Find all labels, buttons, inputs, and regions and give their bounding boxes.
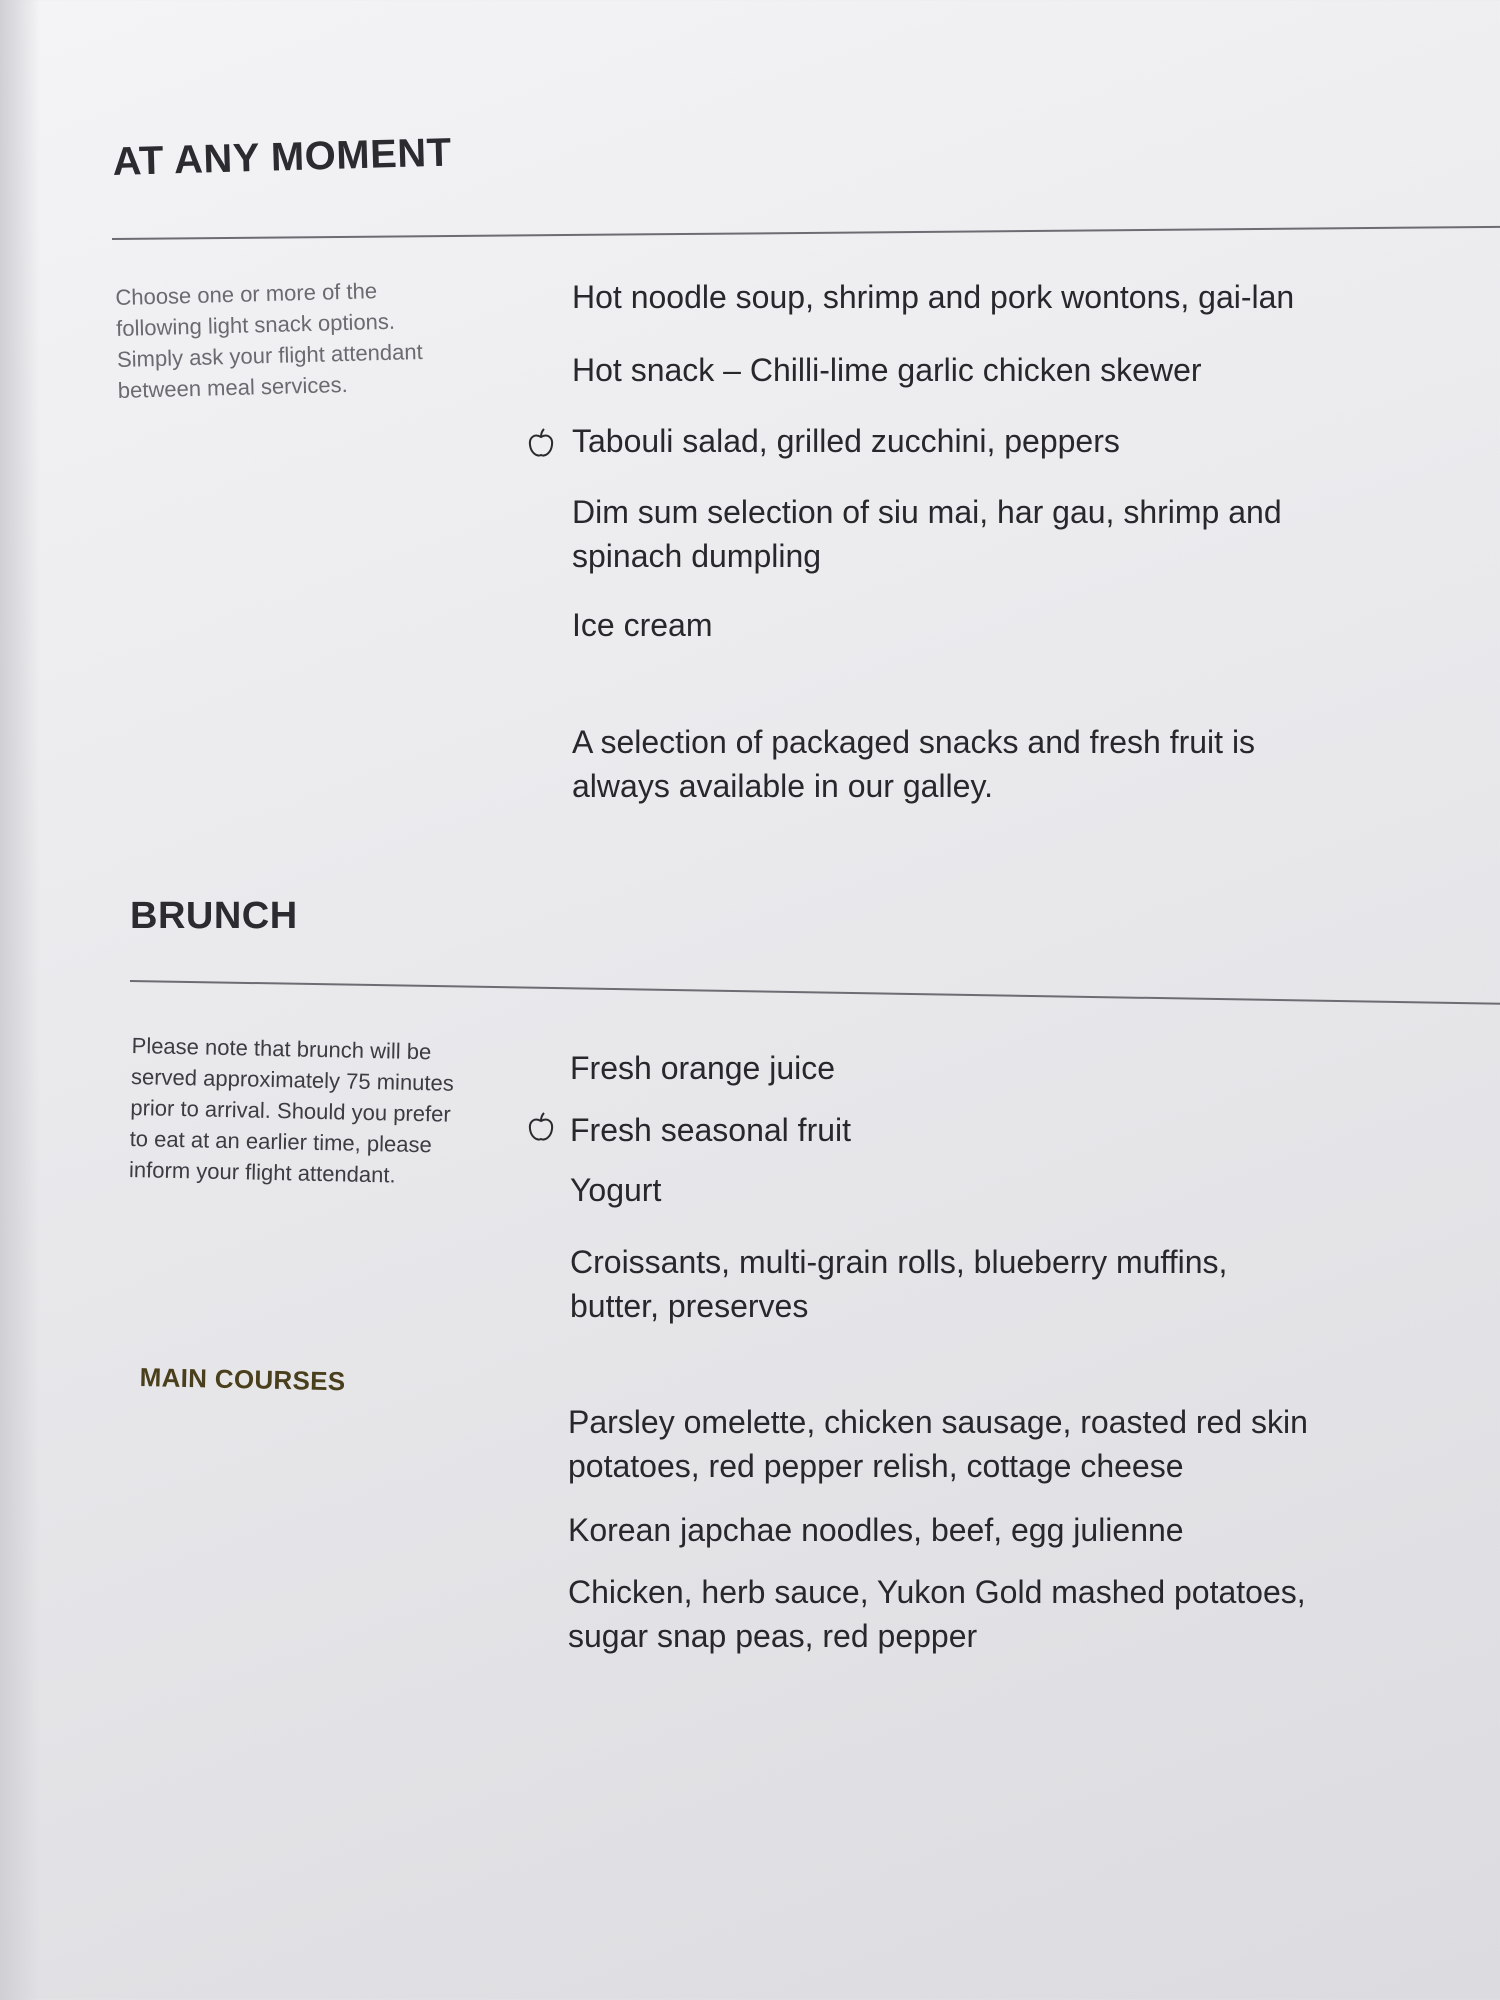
menu-item: Tabouli salad, grilled zucchini, peppers	[572, 423, 1120, 459]
main-courses-heading: MAIN COURSES	[139, 1362, 346, 1397]
main-course-item: Parsley omelette, chicken sausage, roasted red skin potatoes, red pepper relish, cottage cheese	[568, 1404, 1308, 1484]
page-fold-shadow	[0, 0, 40, 2000]
any-moment-note: Choose one or more of the following light snack options. Simply ask your flight attendant between meal services.	[115, 278, 423, 403]
menu-item: Fresh seasonal fruit	[570, 1112, 852, 1148]
section-title-any-moment: AT ANY MOMENT	[112, 130, 453, 184]
menu-item: Dim sum selection of siu mai, har gau, shrimp and spinach dumpling	[572, 494, 1282, 574]
menu-item: Fresh orange juice	[570, 1050, 836, 1086]
section-divider	[112, 226, 1500, 240]
menu-item: Yogurt	[570, 1172, 662, 1208]
section-title-brunch: BRUNCH	[130, 895, 298, 937]
main-course-item: Korean japchae noodles, beef, egg julienne	[568, 1512, 1184, 1548]
section-divider	[130, 980, 1500, 1005]
main-course-item: Chicken, herb sauce, Yukon Gold mashed potatoes, sugar snap peas, red pepper	[568, 1574, 1306, 1654]
menu-item: Hot snack – Chilli-lime garlic chicken skewer	[572, 352, 1202, 388]
menu-item: Hot noodle soup, shrimp and pork wontons, gai-lan	[572, 279, 1295, 315]
menu-item: Ice cream	[572, 607, 713, 643]
apple-icon	[528, 1112, 554, 1142]
apple-icon	[528, 428, 554, 458]
galley-note: A selection of packaged snacks and fresh fruit is always available in our galley.	[572, 724, 1256, 804]
menu-item: Croissants, multi-grain rolls, blueberry muffins, butter, preserves	[570, 1244, 1228, 1324]
brunch-note: Please note that brunch will be served approximately 75 minutes prior to arrival. Should you prefer to eat at an earlier time, please inform your flight attendant.	[128, 1032, 455, 1188]
